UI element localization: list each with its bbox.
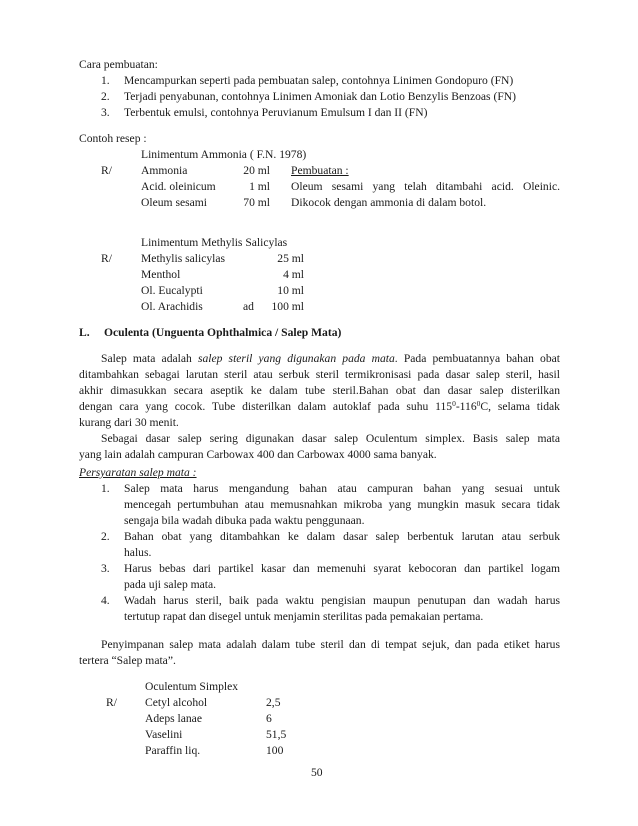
- persyaratan-heading: Persyaratan salep mata :: [79, 466, 197, 479]
- recipe3-title: Oculentum Simplex: [145, 680, 239, 693]
- recipe2-ingredient: Methylis salicylas: [141, 252, 226, 265]
- persyaratan-line: mencegah pertumbuhan atau memusnahkan mikroba yang mungkin masuk secara tidak: [124, 498, 560, 511]
- persyaratan-num: 1.: [101, 482, 110, 495]
- persyaratan-line: tertutup rapat dan disegel untuk menjamin sterilitas pada pemakaian pertama.: [124, 610, 484, 623]
- para1-line: dengan cara yang cocok. Tube disterilkan dalam autoklaf pada suhu $115^0-116^0C$, selama tidak: [79, 399, 560, 413]
- para1-line: ditambahkan sebagai larutan steril atau serbuk steril termikronisasi pada dasar salep steril, hasil: [79, 368, 560, 381]
- persyaratan-line: Salep mata harus mengandung bahan atau campuran bahan yang sesuai untuk: [124, 482, 560, 495]
- pembuatan-line: Oleum sesami yang telah ditambahi acid. Oleinic.: [291, 180, 560, 193]
- para3-line: tertera “Salep mata”.: [79, 654, 176, 667]
- persyaratan-num: 2.: [101, 530, 110, 543]
- recipe2-ingredient: Menthol: [141, 268, 181, 281]
- pembuatan-label: Pembuatan :: [291, 164, 349, 177]
- recipe3-ingredient: Adeps lanae: [145, 712, 202, 725]
- para1-line: Salep mata adalah salep steril yang digunakan pada mata. Pada pembuatannya bahan obat: [101, 352, 560, 365]
- recipe1-qty: 1 ml: [249, 180, 270, 193]
- para2-line: yang lain adalah campuran Carbowax 400 dan Carbowax 4000 sama banyak.: [79, 448, 437, 461]
- persyaratan-line: Wadah harus steril, baik pada waktu pengisian maupun penutupan dan wadah harus: [124, 594, 560, 607]
- recipe1-ingredient: Oleum sesami: [141, 196, 208, 209]
- recipe2-ingredient: Ol. Eucalypti: [141, 284, 203, 297]
- recipe2-qty: 4 ml: [283, 268, 304, 281]
- persyaratan-line: Bahan obat yang ditambahkan ke dalam dasar salep berbentuk larutan atau serbuk: [124, 530, 560, 543]
- cara-item-num: 2.: [101, 90, 110, 103]
- persyaratan-line: halus.: [124, 546, 152, 559]
- recipe3-ingredient: Cetyl alcohol: [145, 696, 208, 709]
- recipe3-qty: 100: [266, 744, 284, 757]
- recipe2-r-symbol: R/: [101, 252, 112, 265]
- cara-item-num: 1.: [101, 74, 110, 87]
- persyaratan-num: 3.: [101, 562, 110, 575]
- page-number: 50: [311, 766, 323, 779]
- recipe2-ingredient: Ol. Arachidis: [141, 300, 203, 313]
- recipe1-ingredient: Acid. oleinicum: [141, 180, 216, 193]
- recipe1-title: Linimentum Ammonia ( F.N. 1978): [141, 148, 307, 161]
- persyaratan-num: 4.: [101, 594, 110, 607]
- para1-line: akhir dimasukkan secara aseptik ke dalam tube steril.Bahan obat dan dasar salep disterilkan: [79, 384, 560, 397]
- recipe1-qty: 20 ml: [243, 164, 270, 177]
- persyaratan-line: Harus bebas dari partikel kasar dan memenuhi syarat kebocoran dan partikel logam: [124, 562, 560, 575]
- section-letter: L.: [79, 326, 90, 339]
- recipe2-title: Linimentum Methylis Salicylas: [141, 236, 288, 249]
- recipe3-r-symbol: R/: [106, 696, 117, 709]
- cara-item-text: Terjadi penyabunan, contohnya Linimen Amoniak dan Lotio Benzylis Benzoas (FN): [124, 90, 516, 103]
- recipe1-qty: 70 ml: [243, 196, 270, 209]
- cara-item-text: Terbentuk emulsi, contohnya Peruvianum Emulsum I dan II (FN): [124, 106, 428, 119]
- recipe1-r-symbol: R/: [101, 164, 112, 177]
- recipe2-qty: 25 ml: [277, 252, 304, 265]
- pembuatan-line: Dikocok dengan ammonia di dalam botol.: [291, 196, 487, 209]
- recipe3-qty: 51,5: [266, 728, 287, 741]
- recipe2-ad: ad: [243, 300, 254, 313]
- recipe3-qty: 2,5: [266, 696, 281, 709]
- cara-item-num: 3.: [101, 106, 110, 119]
- recipe2-qty: 10 ml: [277, 284, 304, 297]
- para1-line: kurang dari 30 menit.: [79, 416, 179, 429]
- cara-item-text: Mencampurkan seperti pada pembuatan salep, contohnya Linimen Gondopuro (FN): [124, 74, 514, 87]
- para3-line: Penyimpanan salep mata adalah dalam tube steril dan di tempat sejuk, dan pada etiket harus: [101, 638, 560, 651]
- recipe3-ingredient: Vaselini: [145, 728, 183, 741]
- section-title: Oculenta (Unguenta Ophthalmica / Salep Mata): [104, 326, 342, 339]
- recipe1-ingredient: Ammonia: [141, 164, 188, 177]
- para2-line: Sebagai dasar salep sering digunakan dasar salep Oculentum simplex. Basis salep mata: [101, 432, 560, 445]
- recipe2-qty: 100 ml: [271, 300, 304, 313]
- cara-pembuatan-heading: Cara pembuatan:: [79, 58, 158, 71]
- contoh-resep-heading: Contoh resep :: [79, 132, 147, 145]
- recipe3-ingredient: Paraffin liq.: [145, 744, 201, 757]
- recipe3-qty: 6: [266, 712, 272, 725]
- persyaratan-line: sengaja bila wadah dibuka pada waktu penggunaan.: [124, 514, 365, 527]
- persyaratan-line: pada uji salep mata.: [124, 578, 217, 591]
